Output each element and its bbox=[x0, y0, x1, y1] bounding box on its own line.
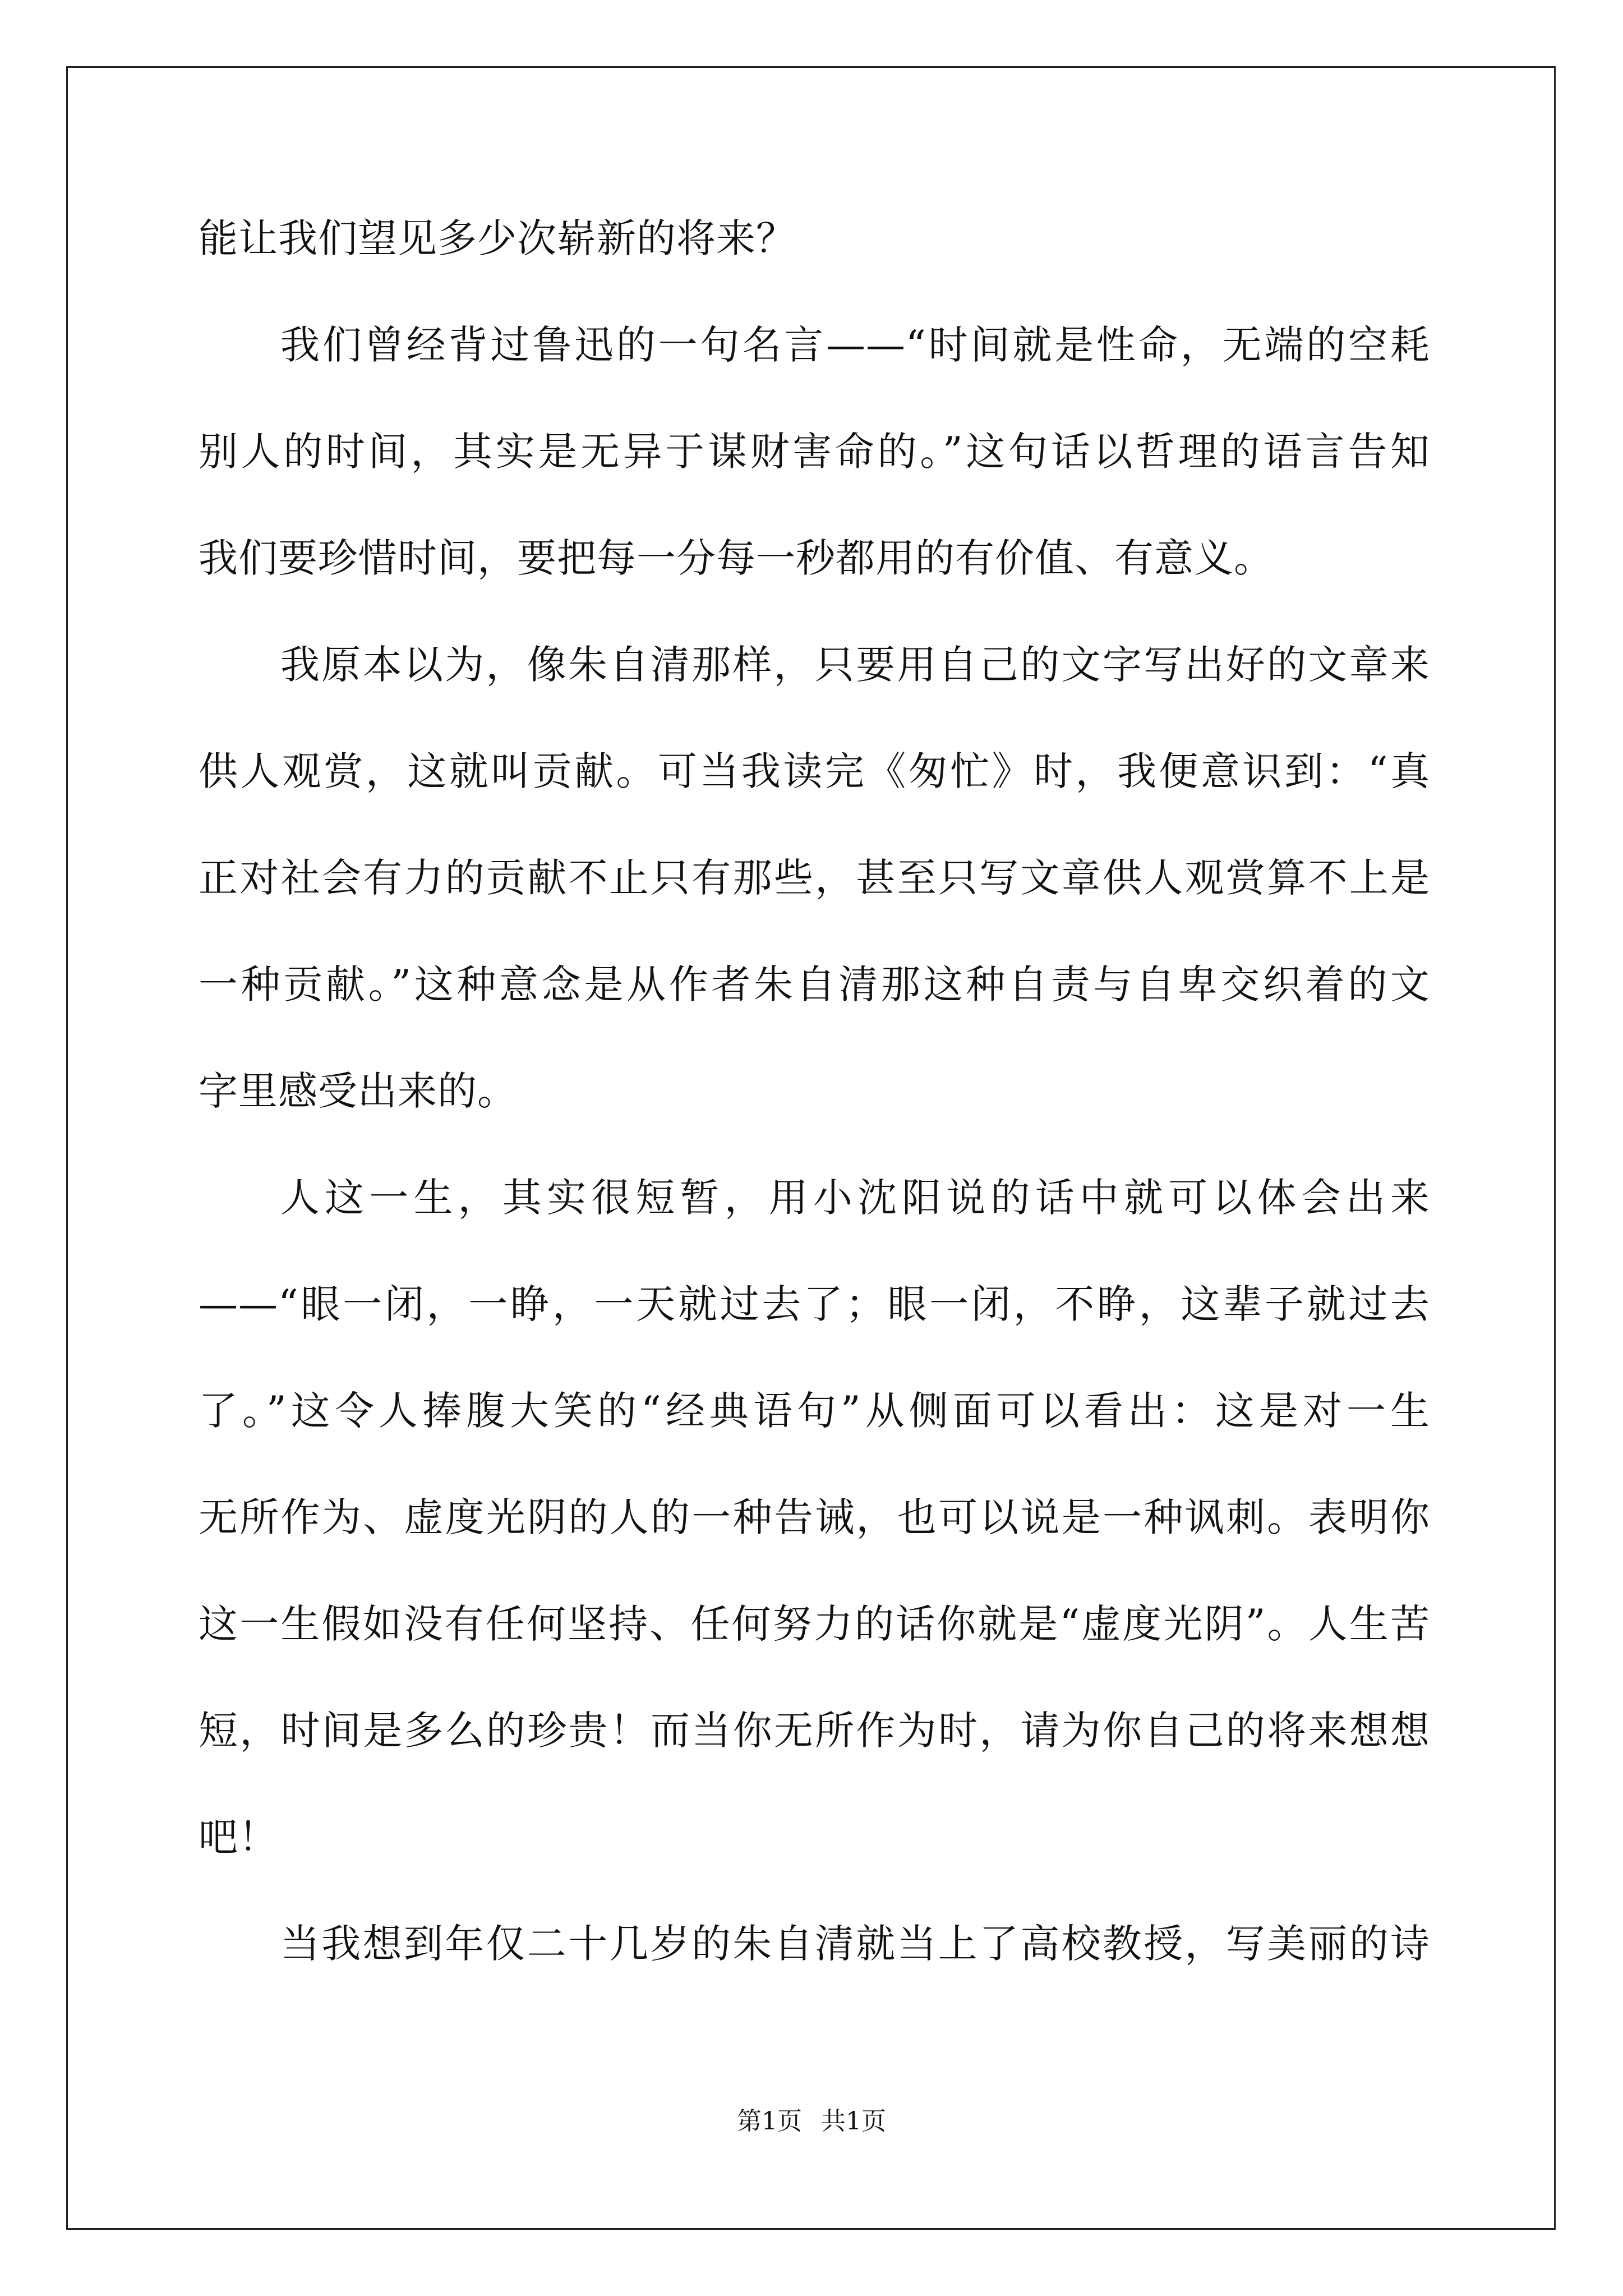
page-total: 共1页 bbox=[821, 2107, 886, 2136]
text-line: 别人的时间，其实是无异于谋财害命的。”这句话以哲理的语言告知 bbox=[199, 429, 1430, 475]
text-line: 一种贡献。”这种意念是从作者朱自清那这种自责与自卑交织着的文 bbox=[199, 961, 1430, 1007]
text-line: ——“眼一闭，一睁，一天就过去了；眼一闭，不睁，这辈子就过去 bbox=[199, 1281, 1430, 1327]
page-number: 第1页 bbox=[737, 2107, 802, 2136]
text-line: 当我想到年仅二十几岁的朱自清就当上了高校教授，写美丽的诗 bbox=[280, 1921, 1430, 1967]
text-line: 这一生假如没有任何坚持、任何努力的话你就是“虚度光阴”。人生苦 bbox=[199, 1601, 1430, 1647]
text-line: 我们曾经背过鲁迅的一句名言——“时间就是性命，无端的空耗 bbox=[280, 322, 1430, 368]
text-line: 短，时间是多么的珍贵！而当你无所作为时，请为你自己的将来想想 bbox=[199, 1708, 1430, 1754]
text-line: 人这一生，其实很短暂，用小沈阳说的话中就可以体会出来 bbox=[280, 1175, 1430, 1221]
text-line: 供人观赏，这就叫贡献。可当我读完《匆忙》时，我便意识到：“真 bbox=[199, 748, 1430, 794]
text-line: 字里感受出来的。 bbox=[199, 1068, 517, 1114]
page-footer bbox=[0, 2105, 1623, 2138]
text-line: 正对社会有力的贡献不止只有那些，甚至只写文章供人观赏算不上是 bbox=[199, 855, 1430, 901]
text-line: 吧！ bbox=[199, 1814, 278, 1860]
text-line: 我们要珍惜时间，要把每一分每一秒都用的有价值、有意义。 bbox=[199, 535, 1274, 581]
text-line: 无所作为、虚度光阴的人的一种告诫，也可以说是一种讽刺。表明你 bbox=[199, 1494, 1430, 1540]
text-line: 我原本以为，像朱自清那样，只要用自己的文字写出好的文章来 bbox=[280, 642, 1430, 688]
text-line: 了。”这令人捧腹大笑的“经典语句”从侧面可以看出：这是对一生 bbox=[199, 1388, 1430, 1434]
text-line: 能让我们望见多少次崭新的将来？ bbox=[199, 215, 796, 261]
page-border bbox=[66, 66, 1556, 2230]
